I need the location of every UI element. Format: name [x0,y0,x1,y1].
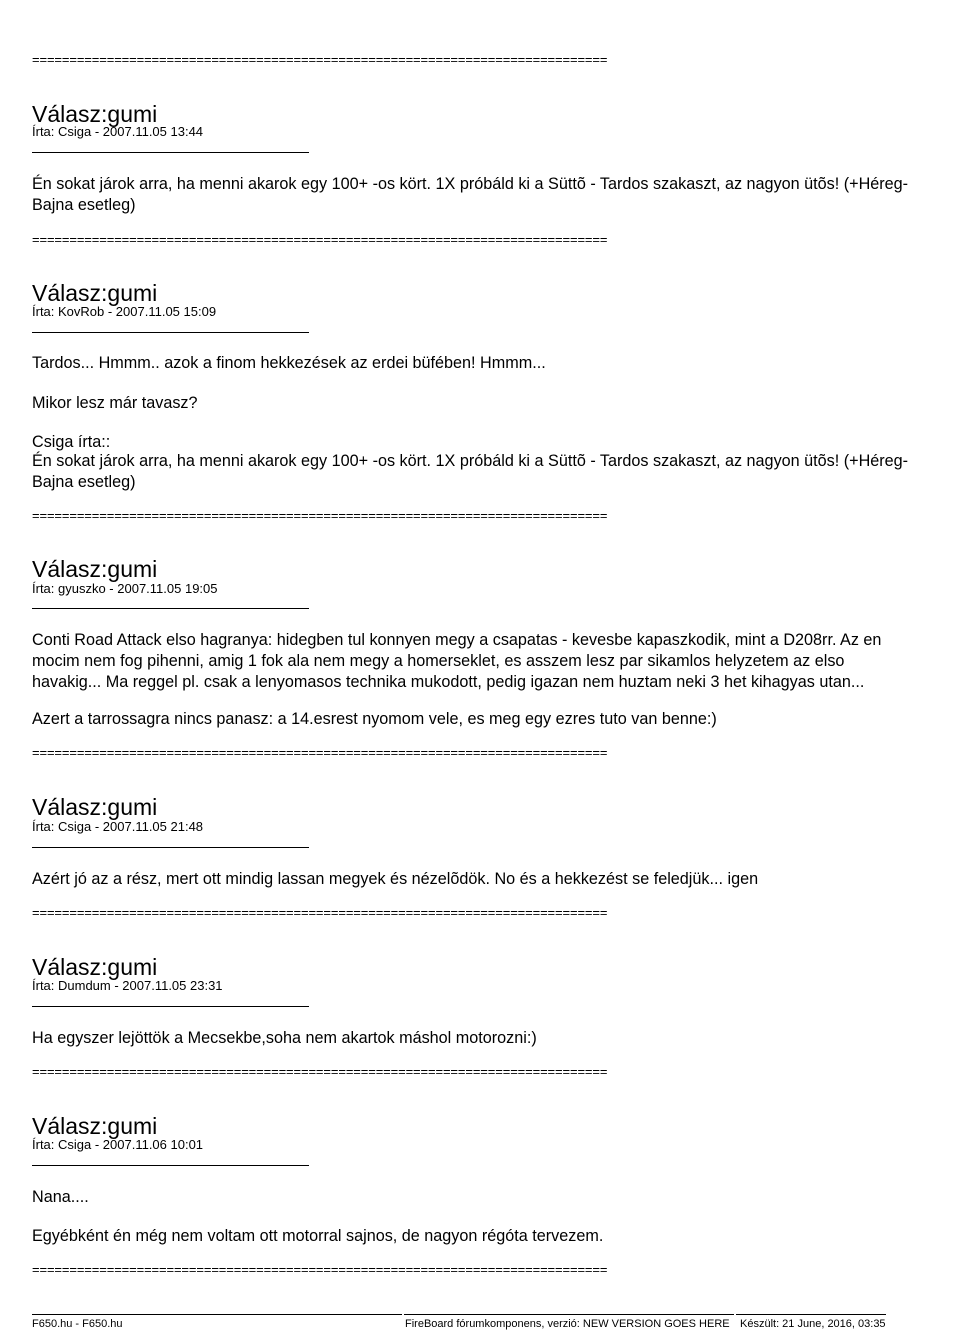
post-separator: ============================================================================= [32,232,608,247]
post-divider [32,332,309,333]
post-divider [32,1165,309,1166]
post-text-line: Conti Road Attack elso hagranya: hidegben tul konnyen megy a csapatas - kevesbe kapaszkodik, mint a D208rr. Az en [32,631,882,649]
post-divider [32,847,309,848]
post-text-line: Nana.... [32,1188,89,1206]
post-title: Válasz:gumi [32,794,158,820]
post-text-line: Egyébként én még nem voltam ott motorral sajnos, de nagyon régóta tervezem. [32,1227,604,1245]
quote-text-line: Bajna esetleg) [32,473,136,491]
quote-text-line: Én sokat járok arra, ha menni akarok egy 100+ -os kört. 1X próbáld ki a Süttõ - Tardos szakaszt, az nagyon ütõs! (+Héreg- [32,452,909,470]
post-text-line: mocim nem fog pihenni, amig 1 fok ala nem megy a homerseklet, es asszem lesz par sikamlos helyzetem az elso [32,652,845,670]
post-title: Válasz:gumi [32,101,158,127]
post-text-line: Azert a tarrossagra nincs panasz: a 14.esrest nyomom vele, es meg egy ezres tuto van benne:) [32,710,717,728]
post-divider [32,1006,309,1007]
post-separator: ============================================================================= [32,52,608,67]
post-title: Válasz:gumi [32,556,158,582]
post-separator: ============================================================================= [32,1262,608,1277]
post-meta: Írta: Csiga - 2007.11.05 13:44 [32,124,204,139]
post-divider [32,608,309,609]
post-text-line: Tardos... Hmmm.. azok a finom hekkezések az erdei büfében! Hmmm... [32,354,546,372]
post-meta: Írta: gyuszko - 2007.11.05 19:05 [32,581,218,596]
footer-site: F650.hu - F650.hu [32,1318,123,1330]
post-meta: Írta: Csiga - 2007.11.05 21:48 [32,819,204,834]
post-text-line: Mikor lesz már tavasz? [32,394,198,412]
post-separator: ============================================================================= [32,905,608,920]
footer-rule-left [32,1314,402,1315]
quote-author: Csiga írta:: [32,433,111,451]
post-meta: Írta: Csiga - 2007.11.06 10:01 [32,1137,204,1152]
footer-software: FireBoard fórumkomponens, verzió: NEW VERSION GOES HERE [405,1318,730,1330]
post-text-line: Bajna esetleg) [32,196,136,214]
post-meta: Írta: KovRob - 2007.11.05 15:09 [32,304,217,319]
footer-created: Készült: 21 June, 2016, 03:35 [740,1318,886,1330]
post-meta: Írta: Dumdum - 2007.11.05 23:31 [32,978,223,993]
post-divider [32,152,309,153]
post-title: Válasz:gumi [32,954,158,980]
post-text-line: havakig... Ma reggel pl. csak a lenyomasos technika mukodott, pedig igazan nem huztam neki 3 het kihagyas utan... [32,673,865,691]
post-text-line: Én sokat járok arra, ha menni akarok egy 100+ -os kört. 1X próbáld ki a Süttõ - Tardos szakaszt, az nagyon ütõs! (+Héreg- [32,175,909,193]
post-text-line: Azért jó az a rész, mert ott mindig lassan megyek és nézelõdök. No és a hekkezést se feledjük... igen [32,870,759,888]
post-separator: ============================================================================= [32,745,608,760]
post-title: Válasz:gumi [32,280,158,306]
post-text-line: Ha egyszer lejöttök a Mecsekbe,soha nem akartok máshol motorozni:) [32,1029,537,1047]
post-separator: ============================================================================= [32,1064,608,1079]
footer-rule-center [404,1314,734,1315]
post-title: Válasz:gumi [32,1113,158,1139]
footer-rule-right [736,1314,886,1315]
post-separator: ============================================================================= [32,508,608,523]
